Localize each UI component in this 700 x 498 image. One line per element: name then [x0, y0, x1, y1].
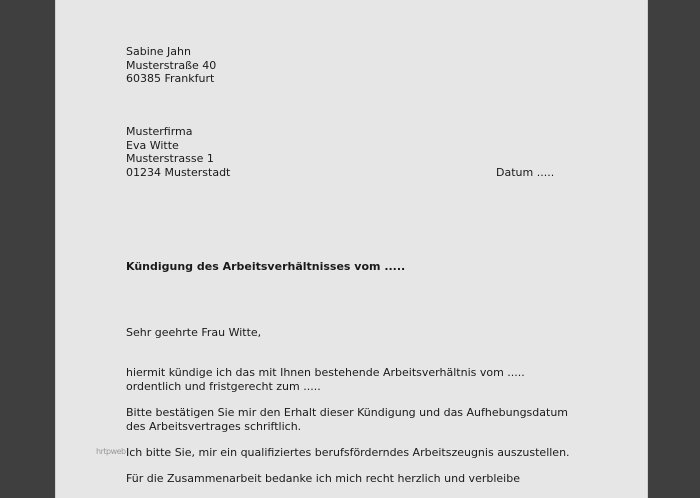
- recipient-person: Eva Witte: [126, 138, 179, 152]
- paragraph-confirmation: [126, 406, 568, 433]
- viewer-background-left: [0, 0, 55, 498]
- sender-city: 60385 Frankfurt: [126, 72, 215, 85]
- date-field: Datum .....: [496, 166, 555, 179]
- salutation: Sehr geehrte Frau Witte,: [126, 326, 262, 339]
- letter-page[interactable]: [55, 0, 648, 498]
- recipient-address: [126, 125, 230, 179]
- recipient-street: Musterstrasse 1: [126, 152, 214, 165]
- viewer-background-right: [648, 0, 700, 498]
- watermark: hrtpweb: [96, 447, 126, 456]
- paragraph-line: Ich bitte Sie, mir ein qualifiziertes berufsförderndes Arbeitszeugnis auszustellen.: [126, 446, 570, 459]
- recipient-company: Musterfirma: [126, 125, 193, 138]
- letter-subject: Kündigung des Arbeitsverhältnisses vom .....: [126, 260, 406, 273]
- sender-street: Musterstraße 40: [126, 58, 217, 72]
- sender-address: [126, 45, 216, 86]
- paragraph-termination: [126, 366, 525, 393]
- paragraph-line: Bitte bestätigen Sie mir den Erhalt dieser Kündigung und das Aufhebungsdatum: [126, 406, 569, 419]
- paragraph-line: hiermit kündige ich das mit Ihnen bestehende Arbeitsverhältnis vom .....: [126, 366, 525, 379]
- paragraph-line: ordentlich und fristgerecht zum .....: [126, 379, 321, 393]
- sender-name: Sabine Jahn: [126, 45, 191, 58]
- paragraph-reference: [126, 446, 570, 460]
- recipient-city: 01234 Musterstadt: [126, 165, 231, 179]
- paragraph-closing: [126, 472, 520, 486]
- paragraph-line: des Arbeitsvertrages schriftlich.: [126, 419, 302, 433]
- paragraph-line: Für die Zusammenarbeit bedanke ich mich recht herzlich und verbleibe: [126, 472, 520, 485]
